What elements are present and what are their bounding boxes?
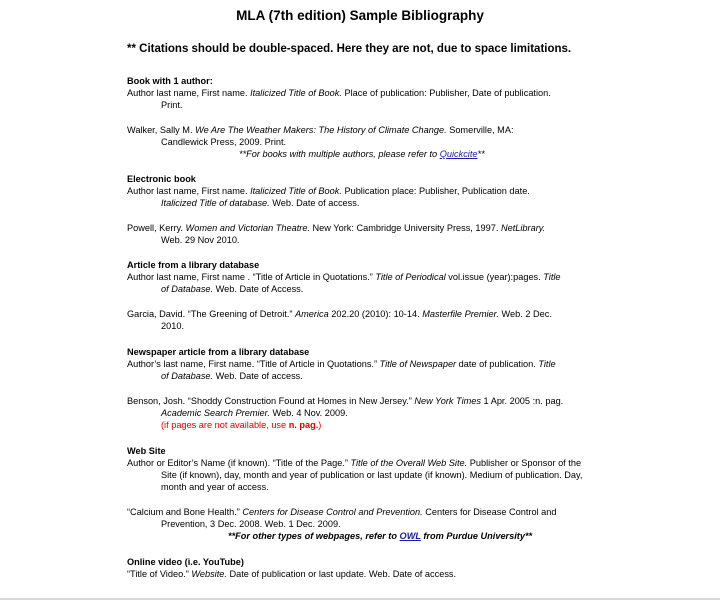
book-example-line-2: Candlewick Press, 2009. Print. [161, 137, 287, 147]
book-format-line-2: Print. [161, 100, 183, 110]
owl-link[interactable]: OWL [399, 531, 421, 541]
ebook-format-line-2: Italicized Title of database. Web. Date of access. [161, 198, 360, 208]
newspaper-example-line-1: Benson, Josh. “Shoddy Construction Found at Homes in New Jersey.” New York Times 1 Apr. 2005 :n. pag. [127, 396, 564, 406]
website-format-line-2: Site (if known), day, month and year of publication or last update (if known). Medium of publication. Day, [161, 470, 583, 480]
website-example-line-2: Prevention, 3 Dec. 2008. Web. 1 Dec. 2009. [161, 519, 341, 529]
video-format-line-1: “Title of Video.” Website. Date of publication or last update. Web. Date of access. [127, 569, 457, 579]
article-example-line-1: Garcia, David. “The Greening of Detroit.” America 202.20 (2010): 10-14. Masterfile Premier. Web. 2 Dec. [127, 309, 552, 319]
newspaper-format-line-2: of Database. Web. Date of access. [161, 371, 303, 381]
section-heading-video: Online video (i.e. YouTube) [127, 557, 244, 567]
section-heading-book: Book with 1 author: [127, 76, 213, 86]
section-heading-ebook: Electronic book [127, 174, 196, 184]
ebook-format-line-1: Author last name, First name. Italicized Title of Book. Publication place: Publisher, Publication date. [127, 186, 530, 196]
book-example-line-1: Walker, Sally M. We Are The Weather Makers: The History of Climate Change. Somerville, MA: [127, 125, 514, 135]
section-heading-article: Article from a library database [127, 260, 260, 270]
website-format-line-3: month and year of access. [161, 482, 269, 492]
article-format-line-2: of Database. Web. Date of Access. [161, 284, 304, 294]
other-webpages-note: **For other types of webpages, refer to OWL from Purdue University** [228, 531, 533, 541]
section-heading-website: Web Site [127, 446, 166, 456]
newspaper-format-line-1: Author’s last name, First name. “Title of Article in Quotations.” Title of Newspaper date of publication. Title [127, 359, 556, 369]
article-example-line-2: 2010. [161, 321, 184, 331]
ebook-example-line-2: Web. 29 Nov 2010. [161, 235, 240, 245]
double-spacing-note: ** Citations should be double-spaced. Here they are not, due to space limitations. [127, 43, 572, 55]
book-format-line-1: Author last name, First name. Italicized Title of Book. Place of publication: Publisher, Date of publication. [127, 88, 551, 98]
website-example-line-1: “Calcium and Bone Health.” Centers for Disease Control and Prevention. Centers for Disease Control and [127, 507, 557, 517]
newspaper-example-line-2: Academic Search Premier. Web. 4 Nov. 2009. [161, 408, 348, 418]
ebook-example-line-1: Powell, Kerry. Women and Victorian Theatre. New York: Cambridge University Press, 1997. NetLibrary. [127, 223, 546, 233]
multiple-authors-note: **For books with multiple authors, please refer to Quickcite** [239, 149, 485, 159]
article-format-line-1: Author last name, First name . “Title of Article in Quotations.” Title of Periodical vol.issue (year):pages. Title [127, 272, 561, 282]
quickcite-link[interactable]: Quickcite [439, 149, 478, 159]
website-format-line-1: Author or Editor’s Name (if known). “Title of the Page.” Title of the Overall Web Site. Publisher or Sponsor of the [127, 458, 582, 468]
page-title: MLA (7th edition) Sample Bibliography [236, 8, 484, 23]
no-pages-note: (if pages are not available, use n. pag.) [161, 420, 322, 430]
section-heading-newspaper: Newspaper article from a library database [127, 347, 310, 357]
